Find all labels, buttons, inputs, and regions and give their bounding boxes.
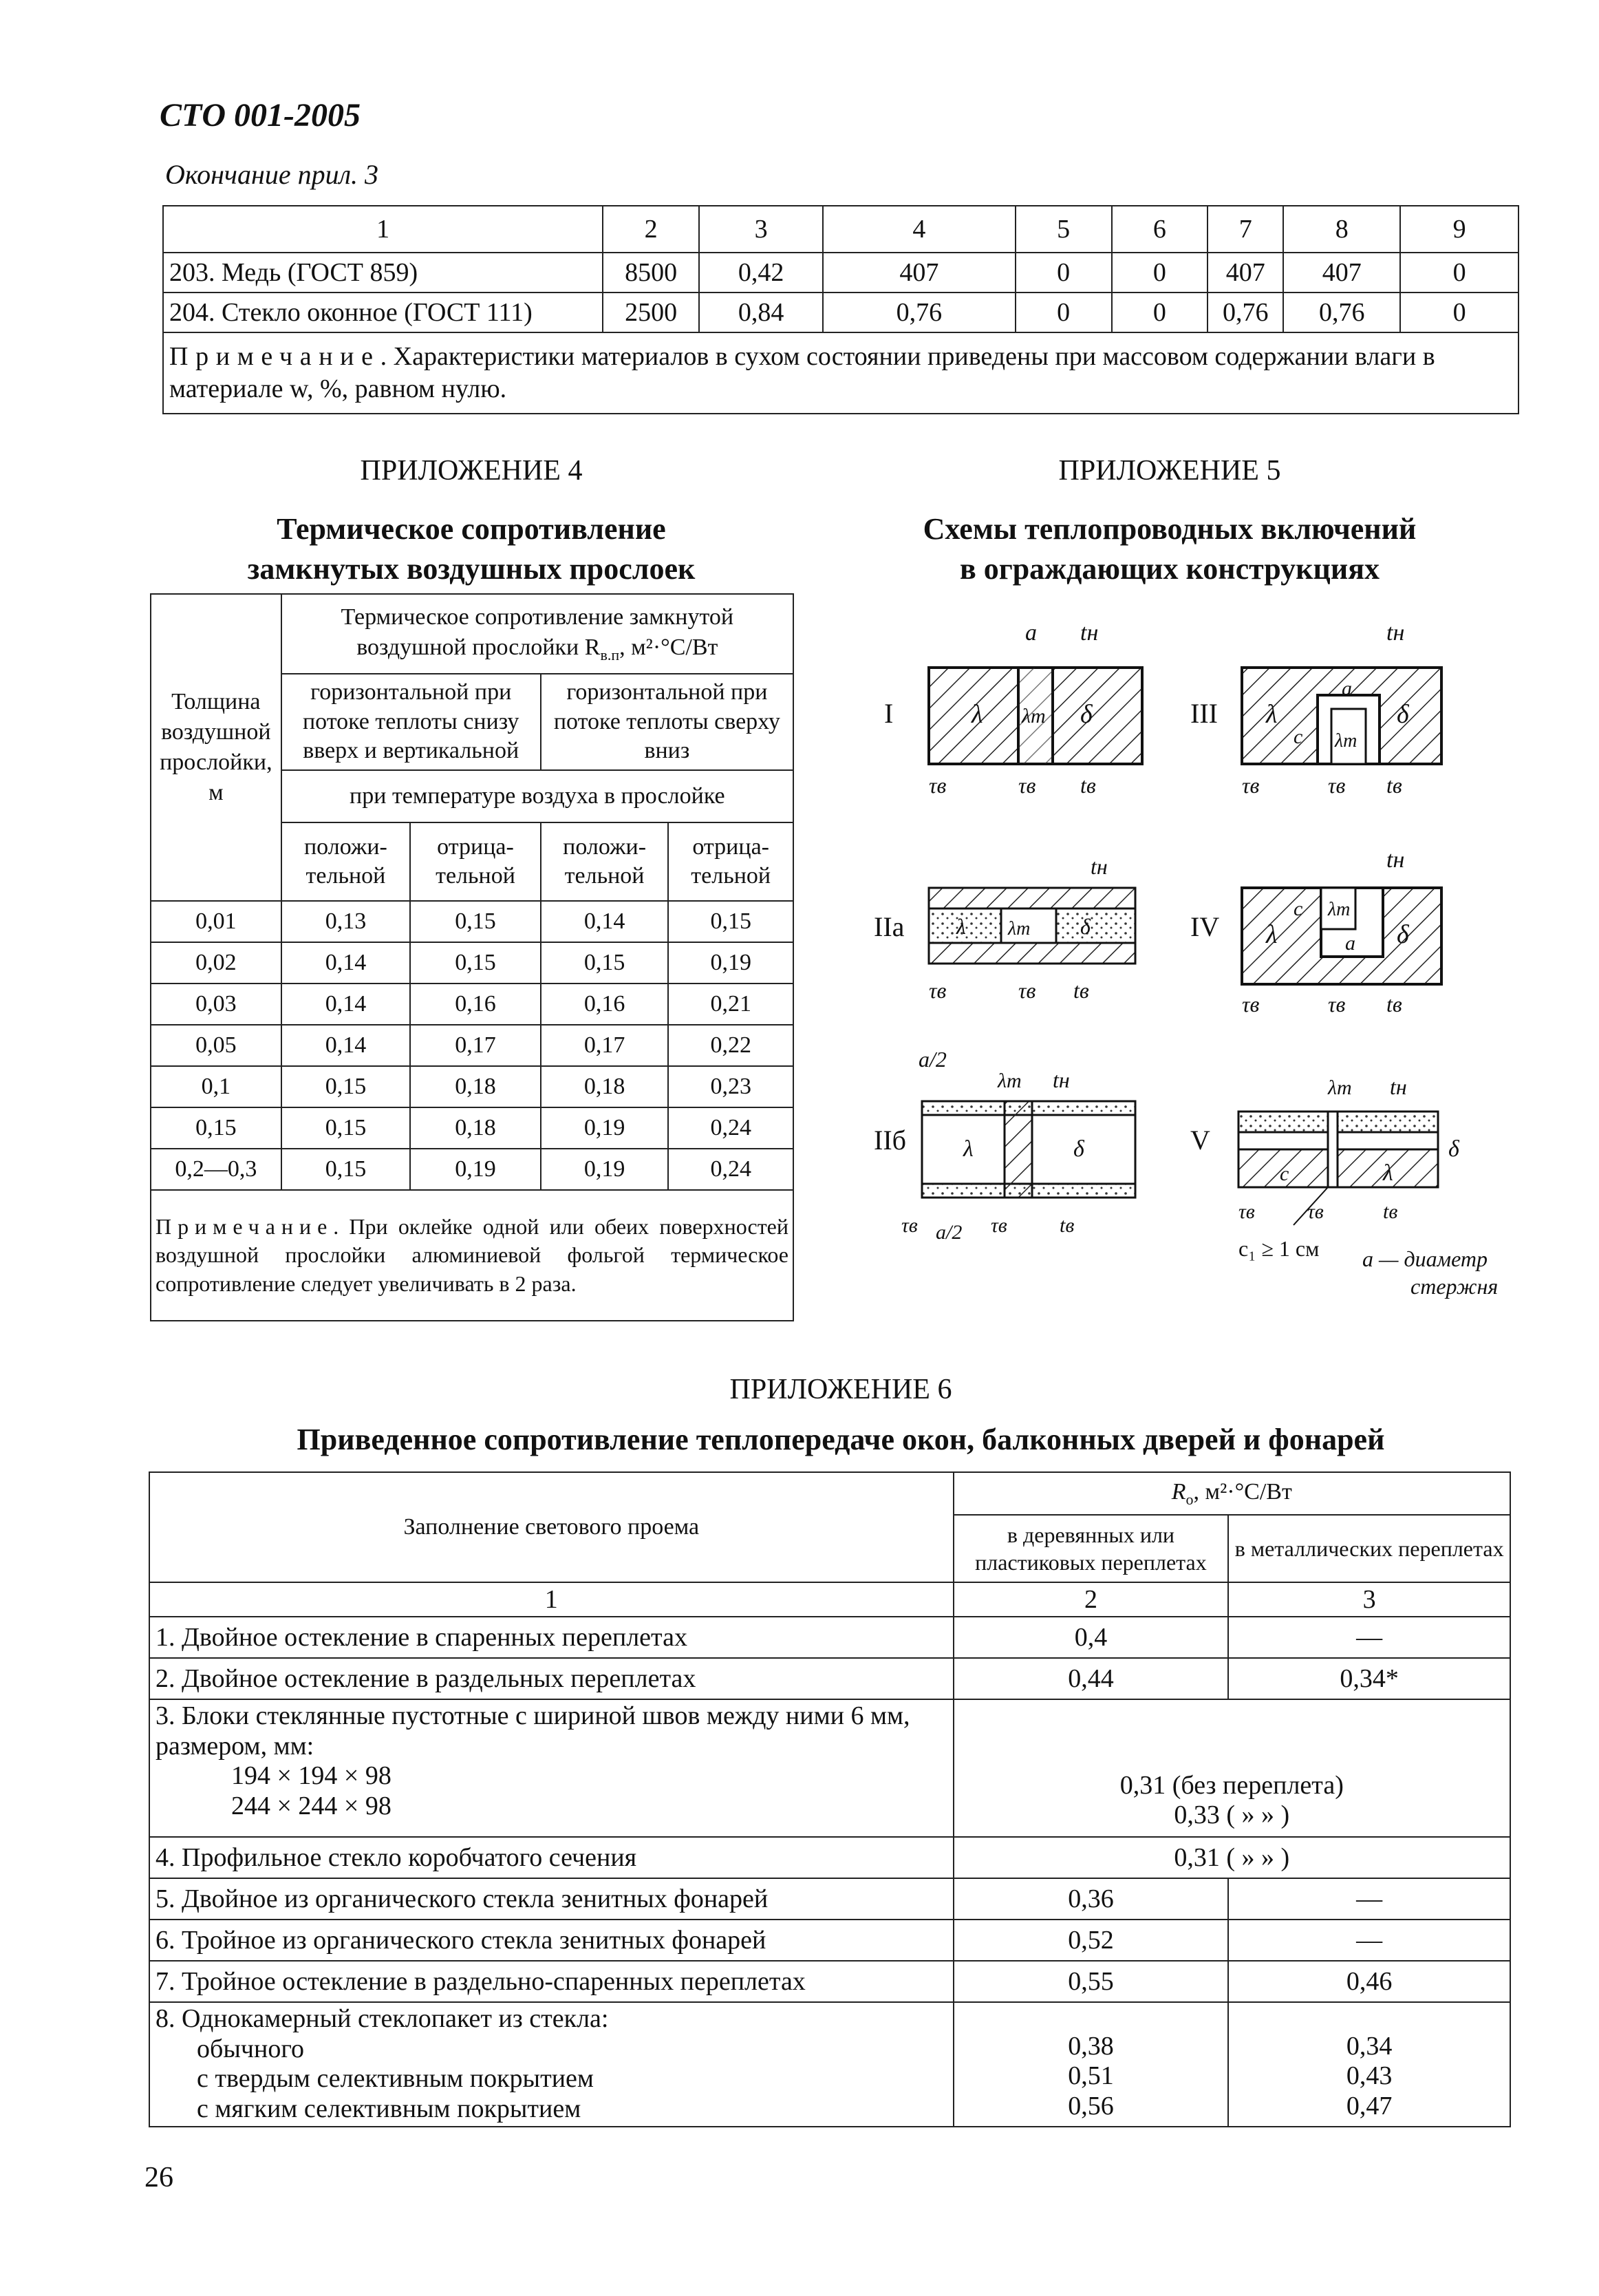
table-row — [149, 1582, 1510, 1617]
table-row — [149, 1920, 1510, 1961]
thermal-bridge-schemes-diagram — [853, 613, 1541, 1328]
scheme-iib — [874, 1047, 1135, 1244]
header-horizontal-up: горизонтальной при потоке теплоты снизу вверх и вертикальной — [281, 674, 541, 770]
cell — [954, 2002, 1229, 2127]
cell: 0,13 — [281, 901, 411, 942]
cell: 8500 — [603, 253, 699, 293]
svg-text:tв: tв — [1060, 1214, 1075, 1237]
svg-text:λт: λт — [1022, 705, 1046, 727]
title-line: замкнутых воздушных прослоек — [247, 552, 696, 586]
cell: 0,15 — [151, 1107, 281, 1149]
row-value-a: 0,31 (без переплета) — [1119, 1770, 1344, 1800]
svg-text:tн: tн — [1080, 620, 1099, 646]
page-number: 26 — [144, 2162, 173, 2193]
cell: 0 — [1400, 293, 1518, 332]
col-number: 7 — [1208, 206, 1283, 253]
header-resistance-unit: , м²·°С/Вт — [619, 635, 718, 661]
table-row — [149, 1617, 1510, 1658]
svg-text:λ: λ — [963, 1136, 974, 1162]
table-note-row — [151, 1190, 793, 1321]
cell: 0,44 — [954, 1658, 1229, 1699]
scheme-iii — [1190, 620, 1441, 798]
title-line: Схемы теплопроводных включений — [923, 512, 1417, 546]
svg-text:τв: τв — [1018, 978, 1036, 1003]
cell — [1228, 2002, 1510, 2127]
title-line: в ограждающих конструкциях — [959, 552, 1380, 586]
cell: — — [1228, 1878, 1510, 1920]
cell: 0,18 — [410, 1066, 541, 1107]
svg-text:tв: tв — [1383, 1200, 1398, 1223]
cell: 7. Тройное остекление в раздельно-спаренных переплетах — [149, 1961, 954, 2002]
cell: 0,1 — [151, 1066, 281, 1107]
c1-label: c₁ ≥ 1 см — [1238, 1236, 1320, 1261]
cell: 0,23 — [668, 1066, 793, 1107]
appendix-6-label: ПРИЛОЖЕНИЕ 6 — [729, 1374, 952, 1405]
cell: 0,24 — [668, 1149, 793, 1190]
table-note — [163, 332, 1518, 414]
header-resistance-text: Термическое сопротивление замкнутой воздушной прослойки R — [341, 604, 734, 661]
cell: 0,19 — [668, 942, 793, 984]
col-number: 1 — [149, 1582, 954, 1617]
table-appendix-6 — [149, 1471, 1511, 2127]
cell: 1. Двойное остекление в спаренных переплетах — [149, 1617, 954, 1658]
table-note — [151, 1190, 793, 1321]
svg-text:δ: δ — [1073, 1136, 1084, 1162]
header-sub: отрицательной — [668, 822, 793, 901]
svg-text:λт: λт — [1008, 918, 1031, 939]
scheme-iv — [1190, 847, 1441, 1017]
col-number: 9 — [1400, 206, 1518, 253]
svg-text:λт: λт — [1335, 730, 1357, 752]
cell: 0 — [1016, 253, 1112, 293]
scheme-label: III — [1190, 698, 1218, 729]
header-wood: в деревянных или пластиковых переплетах — [954, 1515, 1229, 1582]
svg-text:c: c — [1294, 897, 1303, 920]
cell: 0,2—0,3 — [151, 1149, 281, 1190]
cell: 0 — [1400, 253, 1518, 293]
col-number: 4 — [823, 206, 1016, 253]
table-row — [149, 1837, 1510, 1878]
col-number: 6 — [1112, 206, 1208, 253]
table-row — [149, 2002, 1510, 2127]
table-note-row — [163, 332, 1518, 414]
cell: 0,21 — [668, 984, 793, 1025]
row-value-a: 0,38 — [1068, 2031, 1114, 2061]
col-number: 1 — [163, 206, 603, 253]
col-number: 2 — [954, 1582, 1229, 1617]
svg-text:δ: δ — [1080, 700, 1093, 729]
cell: 0 — [1112, 253, 1208, 293]
col-number: 3 — [699, 206, 823, 253]
cell: — — [1228, 1920, 1510, 1961]
header-resistance-sub: в.п — [600, 646, 620, 664]
svg-text:tв: tв — [1073, 978, 1089, 1003]
cell: 2500 — [603, 293, 699, 332]
appendix-5-title — [846, 509, 1493, 589]
title-line: Термическое сопротивление — [277, 512, 666, 546]
row-value-b: 0,43 — [1346, 2061, 1393, 2091]
note-label: Примечание — [169, 341, 380, 371]
row-sub-b: 244 × 244 × 98 — [231, 1792, 391, 1821]
table-row — [151, 942, 793, 984]
table-row — [149, 1878, 1510, 1920]
col-number: 2 — [603, 206, 699, 253]
svg-text:δ: δ — [1397, 920, 1409, 949]
row-value-b: 0,51 — [1068, 2061, 1114, 2091]
col-number: 3 — [1228, 1582, 1510, 1617]
scheme-label: IV — [1190, 911, 1220, 942]
cell: 0,17 — [410, 1025, 541, 1066]
scheme-label: I — [884, 698, 894, 729]
header-r-sub: о — [1185, 1490, 1194, 1508]
cell: 0,4 — [954, 1617, 1229, 1658]
svg-text:tв: tв — [1386, 773, 1402, 798]
header-sub: отрицательной — [410, 822, 541, 901]
svg-text:λт: λт — [1328, 1076, 1352, 1099]
cell: 0,17 — [541, 1025, 669, 1066]
appendix-4-title — [148, 509, 795, 589]
cell: 0,15 — [410, 901, 541, 942]
row-value-b: 0,33 ( » » ) — [1174, 1800, 1290, 1830]
header-metal: в металлических переплетах — [1228, 1515, 1510, 1582]
svg-text:tн: tн — [1091, 854, 1108, 879]
svg-text:τв: τв — [1242, 773, 1260, 798]
svg-text:τв: τв — [1307, 1200, 1324, 1223]
cell: 0,42 — [699, 253, 823, 293]
row-text: 3. Блоки стеклянные пустотные с шириной швов между ними 6 мм, размером, мм: — [155, 1701, 910, 1761]
svg-text:a/2: a/2 — [936, 1221, 963, 1244]
cell: 0,01 — [151, 901, 281, 942]
cell: 0,14 — [541, 901, 669, 942]
scheme-label: IIа — [874, 911, 905, 942]
cell: 0,36 — [954, 1878, 1229, 1920]
svg-text:δ: δ — [1448, 1136, 1459, 1162]
cell: 0,34* — [1228, 1658, 1510, 1699]
svg-text:λт: λт — [1328, 899, 1351, 920]
cell: 0,03 — [151, 984, 281, 1025]
header-r-symbol: R — [1171, 1478, 1186, 1505]
cell: 0,52 — [954, 1920, 1229, 1961]
row-value-c: 0,56 — [1068, 2092, 1114, 2121]
cell: 0 — [1016, 293, 1112, 332]
svg-text:τв: τв — [901, 1214, 918, 1237]
cell — [954, 1699, 1510, 1837]
svg-text:tн: tн — [1053, 1067, 1070, 1092]
svg-text:τв: τв — [1238, 1200, 1255, 1223]
scheme-v — [1190, 1074, 1460, 1225]
svg-text:λ: λ — [1266, 700, 1278, 729]
svg-text:λ: λ — [972, 700, 983, 729]
header-temperature: при температуре воздуха в прослойке — [281, 770, 793, 822]
table-row — [151, 901, 793, 942]
cell: 0,55 — [954, 1961, 1229, 2002]
svg-text:τв: τв — [991, 1214, 1007, 1237]
cell: 5. Двойное из органического стекла зенитных фонарей — [149, 1878, 954, 1920]
cell: 204. Стекло оконное (ГОСТ 111) — [163, 293, 603, 332]
table-row — [163, 293, 1518, 332]
cell: 0,15 — [541, 942, 669, 984]
svg-text:c: c — [1294, 725, 1303, 748]
table-row — [163, 206, 1518, 253]
cell: 0,19 — [541, 1149, 669, 1190]
header-thickness: Толщина воздушной прослойки, м — [151, 594, 281, 901]
scheme-i — [884, 620, 1142, 798]
cell: 0,19 — [410, 1149, 541, 1190]
scheme-label: IIб — [874, 1125, 906, 1156]
table-row — [149, 1961, 1510, 2002]
svg-text:τв: τв — [1328, 992, 1346, 1017]
header-fill: Заполнение светового проема — [149, 1472, 954, 1582]
svg-text:τв: τв — [929, 978, 947, 1003]
cell — [149, 1699, 954, 1837]
row-sub-b: с твердым селективным покрытием — [197, 2064, 594, 2094]
cell: 0,18 — [541, 1066, 669, 1107]
cell: 6. Тройное из органического стекла зенитных фонарей — [149, 1920, 954, 1961]
cell: 0,18 — [410, 1107, 541, 1149]
table-row — [149, 1472, 1510, 1515]
table-row — [151, 1025, 793, 1066]
svg-text:tн: tн — [1390, 1074, 1407, 1099]
header-sub: положительной — [281, 822, 411, 901]
row-sub-a: обычного — [197, 2034, 304, 2063]
svg-text:λ: λ — [1266, 920, 1278, 949]
cell: 0,16 — [410, 984, 541, 1025]
doc-code: СТО 001-2005 — [160, 97, 361, 134]
table-row — [151, 1107, 793, 1149]
svg-text:tв: tв — [1386, 992, 1402, 1017]
cell: 407 — [823, 253, 1016, 293]
scheme-iia — [874, 854, 1135, 1003]
row-sub-c: с мягким селективным покрытием — [197, 2094, 581, 2124]
cell: 0,15 — [410, 942, 541, 984]
cell: 0,15 — [281, 1149, 411, 1190]
svg-text:a: a — [1342, 677, 1352, 700]
col-number: 8 — [1283, 206, 1400, 253]
cell: 407 — [1208, 253, 1283, 293]
table-row — [151, 1066, 793, 1107]
cell: 0,05 — [151, 1025, 281, 1066]
scheme-label: V — [1190, 1125, 1210, 1156]
note-text: . При оклейке одной или обеих поверхностей воздушной прослойки алюминиевой фольгой термическое сопротивление следует увеличивать в 2 раза. — [155, 1213, 788, 1296]
a-label-line2: стержня — [1410, 1274, 1499, 1299]
cell: 0,14 — [281, 984, 411, 1025]
header-resistance — [281, 594, 793, 674]
appendix-4-label: ПРИЛОЖЕНИЕ 4 — [360, 455, 583, 487]
header-r-unit: , м²·°С/Вт — [1193, 1478, 1292, 1505]
row-sub-a: 194 × 194 × 98 — [231, 1761, 391, 1791]
cell: 2. Двойное остекление в раздельных переплетах — [149, 1658, 954, 1699]
cell: 0,16 — [541, 984, 669, 1025]
a-label-line1: a — диаметр — [1362, 1246, 1488, 1271]
table-appendix-3 — [162, 205, 1519, 414]
cell: 0,31 ( » » ) — [954, 1837, 1510, 1878]
appendix-5-label: ПРИЛОЖЕНИЕ 5 — [1058, 455, 1281, 487]
cell: 0,15 — [281, 1066, 411, 1107]
svg-text:λ: λ — [1383, 1160, 1393, 1186]
svg-text:τв: τв — [1018, 773, 1036, 798]
svg-text:tн: tн — [1386, 620, 1405, 646]
cell: 0,76 — [823, 293, 1016, 332]
svg-text:λт: λт — [998, 1070, 1022, 1092]
cell: 0,76 — [1283, 293, 1400, 332]
svg-text:a: a — [1025, 620, 1037, 646]
svg-text:tв: tв — [1080, 773, 1096, 798]
cell: 0,14 — [281, 942, 411, 984]
svg-text:δ: δ — [1397, 700, 1409, 729]
svg-text:tн: tн — [1386, 847, 1405, 873]
note-text: . Характеристики материалов в сухом состоянии приведены при массовом содержании влаги в материале w, %, равном нулю. — [169, 341, 1435, 403]
page-subtitle: Окончание прил. 3 — [165, 159, 379, 190]
svg-text:a/2: a/2 — [919, 1047, 947, 1072]
row-text: 8. Однокамерный стеклопакет из стекла: — [155, 2004, 609, 2033]
header-r — [954, 1472, 1510, 1515]
cell: 0,22 — [668, 1025, 793, 1066]
table-row — [163, 253, 1518, 293]
cell: 0 — [1112, 293, 1208, 332]
cell: 407 — [1283, 253, 1400, 293]
table-row — [151, 984, 793, 1025]
cell: 0,02 — [151, 942, 281, 984]
table-row — [151, 1149, 793, 1190]
appendix-6-title: Приведенное сопротивление теплопередаче окон, балконных дверей и фонарей — [297, 1423, 1385, 1456]
cell: 0,15 — [281, 1107, 411, 1149]
svg-text:λ: λ — [956, 914, 966, 939]
svg-text:a: a — [1345, 932, 1355, 955]
svg-text:τв: τв — [1328, 773, 1346, 798]
table-appendix-4 — [150, 593, 794, 1321]
svg-text:τв: τв — [929, 773, 947, 798]
header-horizontal-down: горизонтальной при потоке теплоты сверху вниз — [541, 674, 793, 770]
cell: 203. Медь (ГОСТ 859) — [163, 253, 603, 293]
cell: 4. Профильное стекло коробчатого сечения — [149, 1837, 954, 1878]
col-number: 5 — [1016, 206, 1112, 253]
svg-text:c: c — [1280, 1162, 1289, 1185]
row-value-a: 0,34 — [1346, 2031, 1393, 2061]
cell: 0,76 — [1208, 293, 1283, 332]
cell — [149, 2002, 954, 2127]
svg-text:δ: δ — [1080, 914, 1091, 939]
cell: 0,24 — [668, 1107, 793, 1149]
cell: 0,46 — [1228, 1961, 1510, 2002]
cell: — — [1228, 1617, 1510, 1658]
cell: 0,84 — [699, 293, 823, 332]
cell: 0,15 — [668, 901, 793, 942]
table-row — [149, 1699, 1510, 1837]
row-value-c: 0,47 — [1346, 2092, 1393, 2121]
table-row — [151, 594, 793, 674]
header-sub: положительной — [541, 822, 669, 901]
cell: 0,14 — [281, 1025, 411, 1066]
table-row — [149, 1658, 1510, 1699]
note-label: Примечание — [155, 1213, 334, 1239]
cell: 0,19 — [541, 1107, 669, 1149]
svg-text:τв: τв — [1242, 992, 1260, 1017]
